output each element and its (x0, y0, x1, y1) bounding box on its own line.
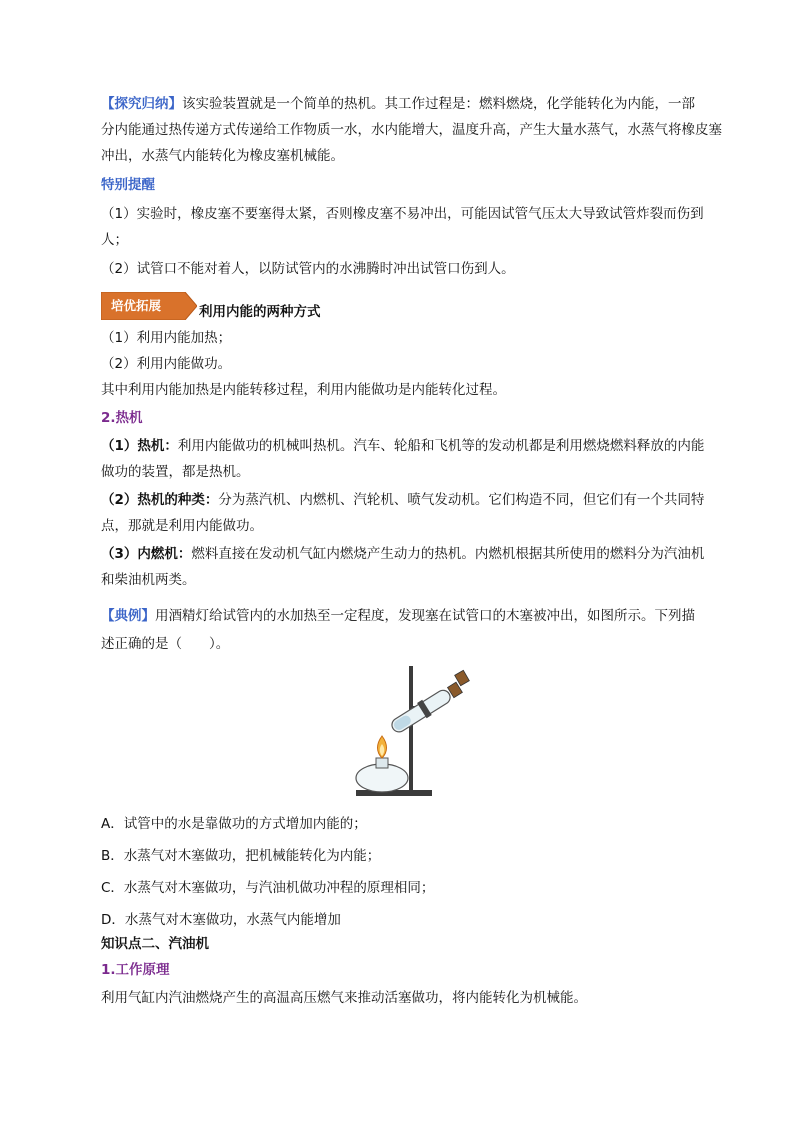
inquiry-tag: 【探究归纳】 (101, 96, 182, 112)
extension-item-2: （2）利用内能做功。 (101, 356, 232, 372)
inquiry-text-1: 该实验装置就是一个简单的热机。其工作过程是：燃料燃烧，化学能转化为内能，一部 (182, 96, 695, 112)
extension-item-1: （1）利用内能加热； (101, 330, 232, 346)
option-c: C．水蒸气对木塞做功，与汽油机做功冲程的原理相同； (101, 880, 435, 896)
special-note-1b: 人； (101, 232, 128, 248)
example-tag: 【典例】 (101, 608, 155, 624)
example-question-2: 述正确的是（ ）。 (101, 636, 230, 652)
example-question-text-1: 用酒精灯给试管内的水加热至一定程度，发现塞在试管口的木塞被冲出，如图所示。下列描 (155, 608, 695, 624)
extension-banner (101, 292, 197, 320)
example-question-1 (101, 606, 695, 626)
experiment-figure (352, 662, 480, 802)
heat-engine-def-3-label: （3）内燃机： (101, 546, 192, 562)
heat-engine-def-3b: 和柴油机两类。 (101, 572, 196, 588)
extension-title: 利用内能的两种方式 (199, 304, 321, 320)
heat-engine-def-3a (101, 544, 704, 564)
knowledge-point-2-subheading: 1.工作原理 (101, 962, 170, 978)
knowledge-point-2-text: 利用气缸内汽油燃烧产生的高温高压燃气来推动活塞做功，将内能转化为机械能。 (101, 990, 587, 1006)
heat-engine-def-2b: 点，那就是利用内能做功。 (101, 518, 263, 534)
heat-engine-def-2a (101, 490, 704, 510)
heat-engine-def-1b: 做功的装置，都是热机。 (101, 464, 250, 480)
special-note-title: 特别提醒 (101, 177, 155, 193)
heat-engine-def-1-label: （1）热机： (101, 438, 178, 454)
heat-engine-heading: 2.热机 (101, 410, 143, 426)
heat-engine-def-2-label: （2）热机的种类： (101, 492, 219, 508)
inquiry-line-3: 冲出，水蒸气内能转化为橡皮塞机械能。 (101, 148, 344, 164)
heat-engine-def-2-text: 分为蒸汽机、内燃机、汽轮机、喷气发动机。它们构造不同，但它们有一个共同特 (218, 492, 705, 508)
special-note-1a: （1）实验时，橡皮塞不要塞得太紧，否则橡皮塞不易冲出，可能因试管气压太大导致试管炸裂而伤到 (101, 206, 704, 222)
special-note-2: （2）试管口不能对着人，以防试管内的水沸腾时冲出试管口伤到人。 (101, 261, 515, 277)
heat-engine-def-1-text: 利用内能做功的机械叫热机。汽车、轮船和飞机等的发动机都是利用燃烧燃料释放的内能 (177, 438, 705, 454)
test-tube-apparatus-image (352, 662, 480, 802)
extension-summary: 其中利用内能加热是内能转移过程，利用内能做功是内能转化过程。 (101, 382, 506, 398)
extension-banner-label: 培优拓展 (111, 298, 162, 313)
inquiry-line-2: 分内能通过热传递方式传递给工作物质一水，水内能增大，温度升高，产生大量水蒸气，水蒸气将橡皮塞 (101, 122, 722, 138)
knowledge-point-2-title: 知识点二、汽油机 (101, 936, 209, 952)
option-b: B．水蒸气对木塞做功，把机械能转化为内能； (101, 848, 381, 864)
option-a: A．试管中的水是靠做功的方式增加内能的； (101, 816, 367, 832)
option-d: D．水蒸气对木塞做功，水蒸气内能增加 (101, 912, 341, 928)
heat-engine-def-1a (101, 436, 704, 456)
inquiry-line-1 (101, 94, 695, 114)
heat-engine-def-3-text: 燃料直接在发动机气缸内燃烧产生动力的热机。内燃机根据其所使用的燃料分为汽油机 (191, 546, 705, 562)
